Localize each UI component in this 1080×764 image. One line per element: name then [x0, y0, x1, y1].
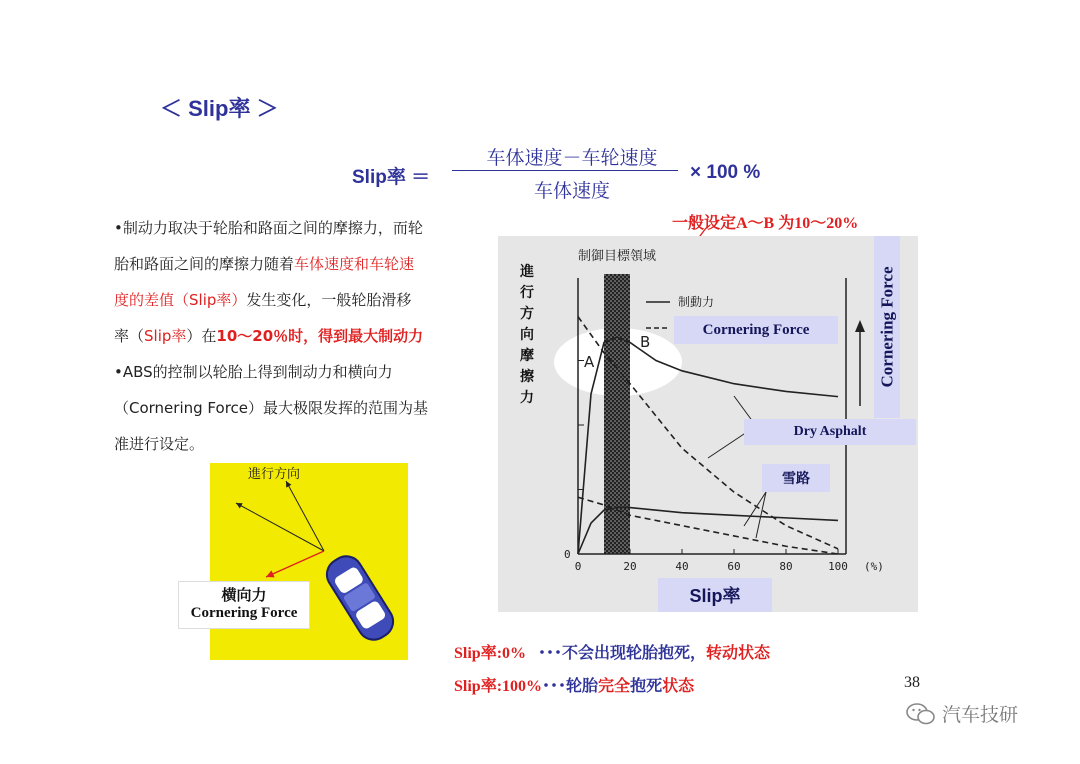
bullet-line: 准进行设定。	[114, 435, 205, 453]
bullet-line: •ABS的控制以轮胎上得到制动力和横向力	[114, 363, 393, 381]
note-term: Slip率:100%	[454, 678, 543, 695]
direction-label: 進行方向	[248, 467, 301, 482]
car-figure	[190, 463, 408, 660]
text-run: 发生变化，一般轮胎滑移	[246, 291, 412, 309]
note-text: ･･･轮胎	[542, 676, 599, 695]
highlight-text: 车体速度和车轮速	[294, 255, 415, 273]
chart-annotation: 一般设定A～B 为10～20%	[672, 215, 859, 232]
y-axis-label: 進行方向摩擦力	[520, 264, 534, 406]
point-label-b: B	[640, 333, 651, 351]
lateral-force-en: Cornering Force	[190, 605, 298, 621]
note-text: ･･･不会出现轮胎抱死，	[538, 643, 707, 662]
note-text: 抱死	[630, 676, 663, 695]
highlight-text: 10～20％时，得到最大制动力	[216, 327, 424, 345]
dry-asphalt-label: Dry Asphalt	[744, 419, 916, 445]
watermark	[906, 700, 1018, 727]
lateral-force-arrow	[266, 551, 324, 577]
chart-panel	[498, 236, 918, 612]
note-highlight: 状态	[662, 676, 695, 695]
x-tick-label: 20	[623, 560, 637, 573]
car-diagram	[210, 463, 408, 660]
formula-denominator: 车体速度	[533, 180, 610, 202]
x-unit-label: (%)	[864, 560, 884, 573]
watermark-text: 汽车技研	[942, 704, 1019, 726]
x-tick-label: 100	[828, 560, 848, 573]
formula-fraction-bar	[452, 170, 678, 171]
note-slip-100	[454, 673, 694, 696]
right-axis-arrowhead	[855, 320, 865, 332]
point-label-a: A	[584, 353, 595, 371]
cornering-force-legend-box: Cornering Force	[674, 316, 838, 344]
lateral-force-cn: 横向力	[221, 586, 267, 604]
car-icon	[321, 550, 399, 645]
note-term: Slip率:0%	[454, 645, 527, 662]
lateral-force-label	[178, 581, 310, 629]
region-label: 制御目標領域	[578, 249, 657, 264]
formula-numerator: 车体速度－车轮速度	[486, 147, 658, 169]
page-number: 38	[904, 674, 920, 691]
legend-solid-label: 制動力	[678, 295, 715, 309]
x-tick-label: 0	[574, 560, 582, 573]
x-axis-label: Slip率	[658, 578, 772, 612]
text-run: 胎和路面之间的摩擦力随着	[114, 255, 295, 273]
snow-road-label: 雪路	[762, 464, 830, 492]
wechat-icon	[906, 702, 936, 726]
bullet-line: •制动力取决于轮胎和路面之间的摩擦力，而轮	[114, 219, 423, 237]
y-tick-label: 0	[564, 548, 571, 561]
x-tick-label: 40	[675, 560, 689, 573]
right-axis-label: Cornering Force	[877, 266, 897, 388]
page-title: ＜ Slip率 ＞	[160, 96, 279, 121]
bullet-line	[114, 282, 484, 318]
x-tick-label: 80	[779, 560, 793, 573]
bullet-line	[114, 318, 484, 354]
note-slip-0	[454, 640, 770, 663]
highlight-text: Slip率	[144, 327, 187, 345]
text-run: ）在	[186, 327, 217, 345]
note-highlight: 转动状态	[706, 643, 771, 662]
bullet-line: （Cornering Force）最大极限发挥的范围为基	[114, 399, 429, 417]
bullet-line	[114, 246, 484, 282]
x-tick-label: 60	[727, 560, 741, 573]
formula-rhs: × 100 %	[690, 162, 761, 183]
bullet-text	[114, 210, 484, 462]
text-run: 率（	[114, 327, 145, 345]
control-region	[604, 274, 630, 554]
highlight-text: 度的差值（Slip率）	[114, 291, 247, 309]
formula-lhs: Slip率 ＝	[352, 167, 431, 188]
right-axis-label-box	[874, 236, 900, 418]
note-highlight: 完全	[598, 676, 631, 695]
